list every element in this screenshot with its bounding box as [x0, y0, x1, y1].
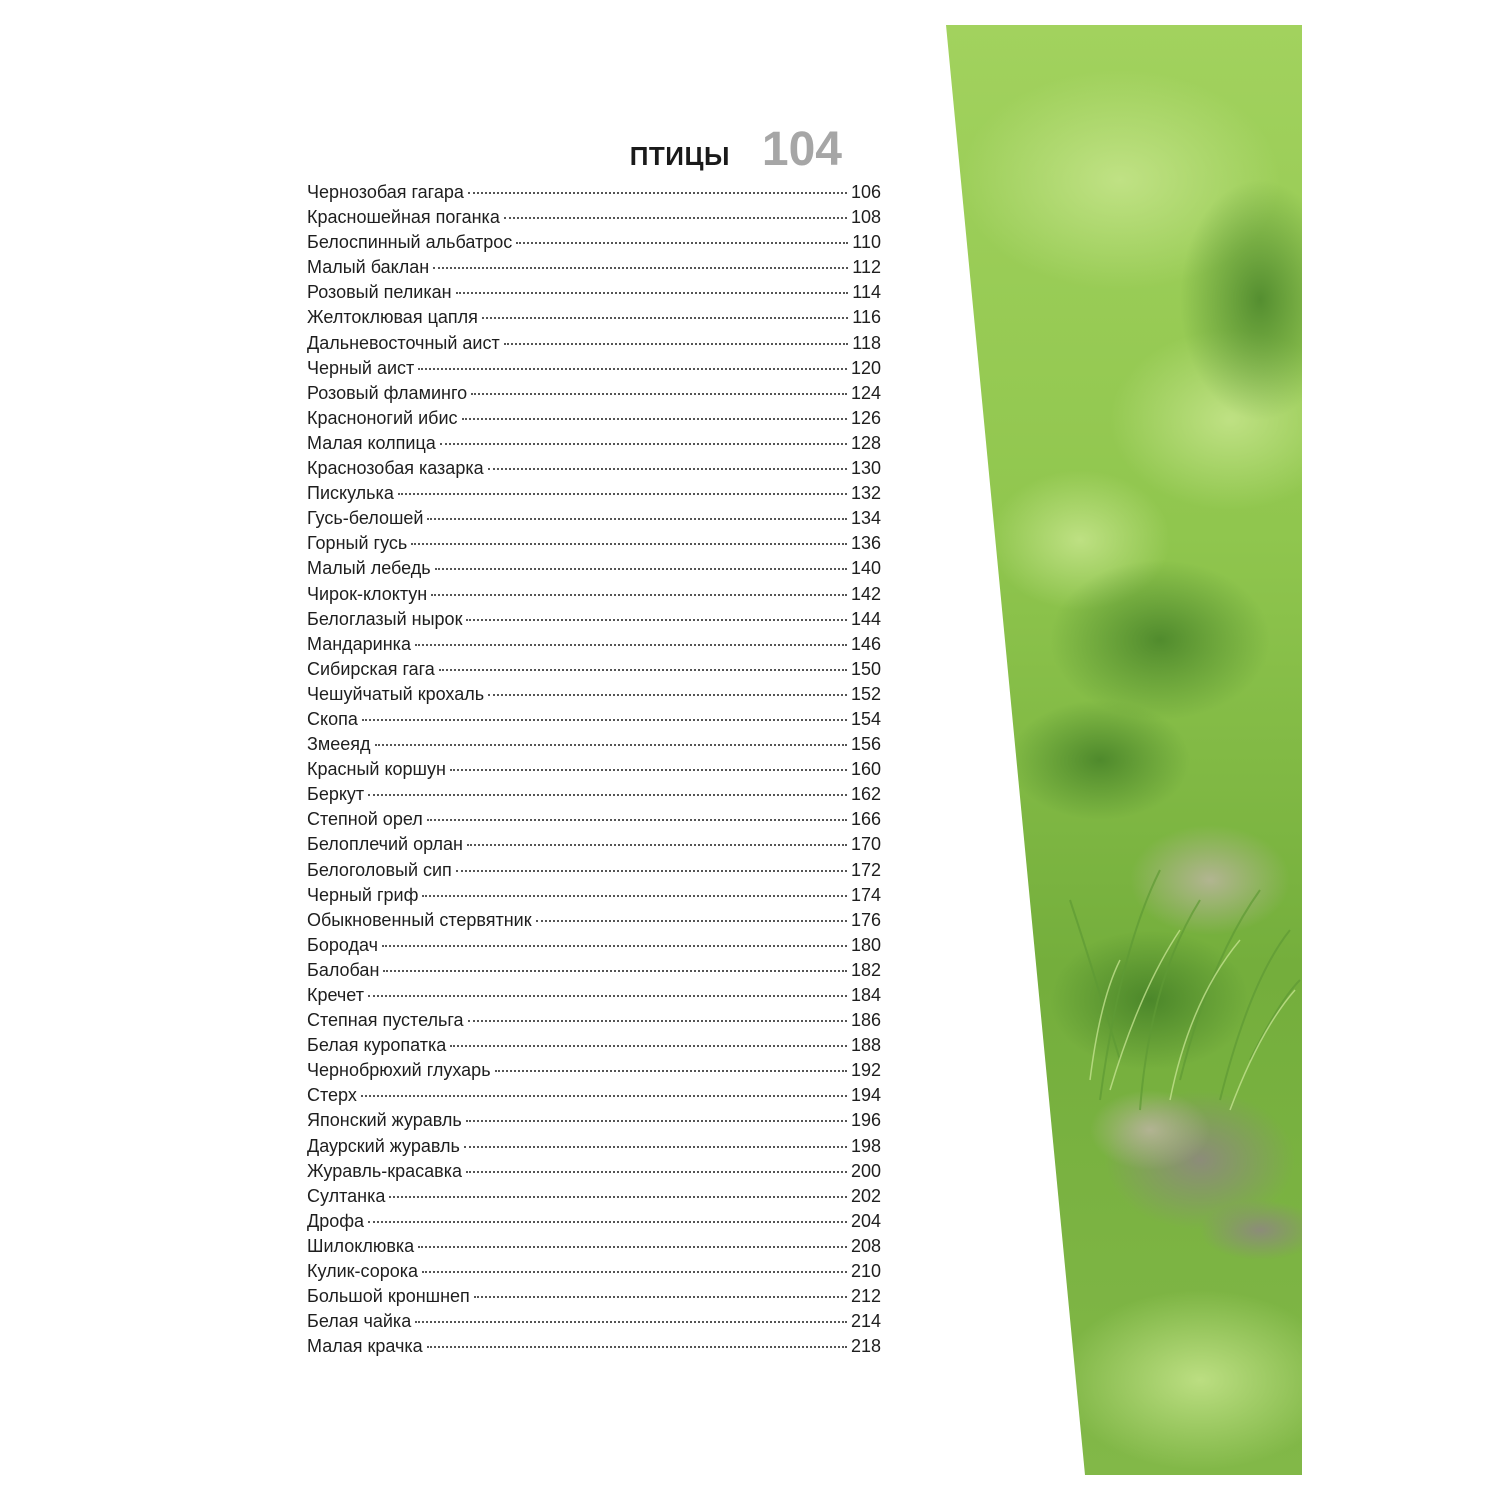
toc-entry[interactable]	[307, 1261, 881, 1286]
toc-entry-title: Малая крачка	[307, 1336, 423, 1357]
toc-entry[interactable]	[307, 1035, 881, 1060]
toc-entry-page: 188	[850, 1035, 881, 1056]
toc-entry[interactable]	[307, 860, 881, 885]
toc-entry-title: Кречет	[307, 985, 364, 1005]
dot-leader	[468, 1020, 847, 1022]
toc-entry[interactable]	[307, 1161, 881, 1186]
toc-entry-title: Желтоклювая цапля	[307, 307, 478, 328]
toc-entry-page: 212	[850, 1286, 881, 1307]
toc-entry[interactable]	[307, 358, 881, 383]
toc-entry[interactable]	[307, 558, 881, 583]
toc-entry-title: Красношейная поганка	[307, 207, 500, 228]
toc-entry-title: Кулик-сорока	[307, 1261, 419, 1282]
dot-leader	[389, 1196, 847, 1198]
dot-leader	[375, 744, 847, 746]
toc-entry-page: 160	[850, 759, 881, 780]
dot-leader	[488, 468, 847, 470]
toc-entry[interactable]	[307, 684, 881, 709]
toc-entry-title: Японский журавль	[307, 1110, 462, 1131]
toc-entry-title: Степной орел	[307, 809, 423, 830]
toc-entry[interactable]	[307, 709, 881, 734]
toc-entry-page: 106	[850, 182, 881, 202]
toc-entry[interactable]	[307, 257, 881, 282]
toc-entry[interactable]	[307, 659, 881, 684]
dot-leader	[466, 1171, 847, 1173]
toc-entry[interactable]	[307, 910, 881, 935]
toc-entry-title: Чешуйчатый крохаль	[307, 683, 485, 704]
toc-entry-page: 204	[850, 1210, 881, 1231]
dot-leader	[456, 870, 847, 872]
toc-entry-title: Скопа	[307, 708, 358, 729]
toc-entry[interactable]	[307, 1336, 881, 1361]
toc-entry[interactable]	[307, 1060, 881, 1085]
toc-entry-page: 154	[850, 708, 881, 729]
dot-leader	[468, 192, 847, 194]
dot-leader	[433, 267, 848, 269]
toc-entry-page: 152	[850, 683, 881, 704]
toc-entry-title: Розовый пеликан	[307, 282, 452, 303]
toc-entry-title: Розовый фламинго	[307, 382, 468, 403]
toc-entry-title: Султанка	[307, 1185, 386, 1206]
toc-entry-page: 200	[850, 1160, 881, 1181]
dot-leader	[466, 1120, 847, 1122]
toc-entry[interactable]	[307, 383, 881, 408]
toc-entry-title: Малый лебедь	[307, 558, 431, 579]
dot-leader	[516, 242, 848, 244]
toc-entry-page: 108	[850, 207, 881, 228]
toc-entry-page: 176	[850, 909, 881, 930]
dot-leader	[440, 443, 847, 445]
toc-entry-title: Черный гриф	[307, 884, 419, 905]
dot-leader	[415, 644, 847, 646]
toc-entry-title: Малая колпица	[307, 432, 436, 453]
toc-entry[interactable]	[307, 508, 881, 533]
toc-entry[interactable]	[307, 307, 881, 332]
toc-entry-title: Степная пустельга	[307, 1010, 464, 1031]
section-header	[500, 122, 842, 182]
dot-leader	[462, 418, 847, 420]
toc-entry-page: 156	[850, 734, 881, 755]
toc-entry-page: 208	[850, 1235, 881, 1256]
toc-entry-title: Змееяд	[307, 734, 371, 755]
dot-leader	[422, 1271, 847, 1273]
toc-entry[interactable]	[307, 182, 881, 207]
toc-entry-page: 196	[850, 1110, 881, 1131]
toc-entry[interactable]	[307, 609, 881, 634]
dot-leader	[427, 518, 846, 520]
toc-entry-page: 174	[850, 884, 881, 905]
toc-entry-title: Белая чайка	[307, 1311, 412, 1332]
toc-entry-page: 194	[850, 1085, 881, 1106]
toc-entry-page: 146	[850, 633, 881, 654]
toc-entry-page: 186	[850, 1010, 881, 1031]
toc-entry[interactable]	[307, 458, 881, 483]
toc-entry-page: 162	[850, 784, 881, 805]
toc-entry-page: 136	[850, 533, 881, 554]
toc-entry-page: 118	[852, 332, 881, 353]
toc-entry-page: 184	[850, 985, 881, 1005]
toc-entry[interactable]	[307, 433, 881, 458]
toc-entry-title: Балобан	[307, 959, 380, 980]
dot-leader	[439, 669, 847, 671]
toc-entry-page: 192	[850, 1060, 881, 1081]
toc-entry-title: Большой кроншнеп	[307, 1286, 470, 1307]
toc-entry[interactable]	[307, 483, 881, 508]
toc-entry[interactable]	[307, 759, 881, 784]
toc-entry[interactable]	[307, 1136, 881, 1161]
toc-entry-title: Белоспинный альбатрос	[307, 232, 513, 253]
toc-entry-page: 132	[850, 483, 881, 504]
dot-leader	[450, 1045, 847, 1047]
toc-entry-page: 180	[850, 934, 881, 955]
toc-entry-page: 134	[850, 508, 881, 529]
toc-entry-title: Дрофа	[307, 1210, 365, 1231]
toc-entry[interactable]	[307, 734, 881, 759]
dot-leader	[427, 1346, 847, 1348]
toc-entry-page: 116	[852, 307, 881, 328]
dot-leader	[488, 694, 847, 696]
toc-entry-page: 210	[850, 1261, 881, 1282]
toc-entry[interactable]	[307, 1186, 881, 1211]
toc-entry-title: Белоглазый нырок	[307, 608, 463, 629]
dot-leader	[362, 719, 847, 721]
toc-entry[interactable]	[307, 333, 881, 358]
toc-entry[interactable]	[307, 1236, 881, 1261]
dot-leader	[456, 292, 849, 294]
toc-entry-page: 170	[850, 834, 881, 855]
dot-leader	[431, 594, 847, 596]
toc-entry-title: Даурский журавль	[307, 1135, 460, 1156]
toc-entry[interactable]	[307, 232, 881, 257]
toc-entry-title: Малый баклан	[307, 257, 430, 278]
dot-leader	[495, 1070, 847, 1072]
toc-entry-page: 120	[850, 357, 881, 378]
toc-entry[interactable]	[307, 1010, 881, 1035]
toc-entry-page: 202	[850, 1185, 881, 1206]
toc-entry[interactable]	[307, 834, 881, 859]
toc-entry-title: Обыкновенный стервятник	[307, 909, 532, 930]
toc-entry-page: 218	[850, 1336, 881, 1357]
toc-entry-page: 214	[850, 1311, 881, 1332]
dot-leader	[450, 769, 847, 771]
toc-entry[interactable]	[307, 282, 881, 307]
toc-entry-title: Гусь-белошей	[307, 508, 424, 529]
toc-entry-title: Стерх	[307, 1085, 357, 1106]
dot-leader	[361, 1095, 847, 1097]
toc-entry[interactable]	[307, 935, 881, 960]
toc-entry[interactable]	[307, 634, 881, 659]
toc-entry-page: 198	[850, 1135, 881, 1156]
dot-leader	[418, 1246, 847, 1248]
toc-entry-page: 126	[850, 407, 881, 428]
section-title: ПТИЦЫ	[629, 141, 730, 171]
toc-entry[interactable]	[307, 1211, 881, 1236]
toc-entry-title: Белая куропатка	[307, 1035, 447, 1056]
toc-entry-title: Сибирская гага	[307, 658, 435, 679]
toc-entry[interactable]	[307, 1286, 881, 1311]
toc-entry-title: Краснозобая казарка	[307, 458, 484, 479]
toc-entry-page: 128	[850, 432, 881, 453]
toc-entry-page: 130	[850, 458, 881, 479]
toc-entry-page: 172	[850, 859, 881, 880]
toc-entry-page: 144	[850, 608, 881, 629]
toc-entry-title: Белоплечий орлан	[307, 834, 463, 855]
dot-leader	[464, 1146, 847, 1148]
dot-leader	[398, 493, 847, 495]
toc-entry-page: 150	[850, 658, 881, 679]
dot-leader	[482, 317, 848, 319]
toc-entry-page: 112	[852, 257, 881, 278]
toc-entry[interactable]	[307, 1110, 881, 1135]
toc-entry-title: Черный аист	[307, 357, 415, 378]
dot-leader	[422, 895, 847, 897]
dot-leader	[368, 794, 847, 796]
toc-entry-page: 142	[850, 583, 881, 604]
toc-entry-title: Чернобрюхий глухарь	[307, 1060, 491, 1081]
toc-entry-title: Дальневосточный аист	[307, 332, 500, 353]
dot-leader	[504, 217, 847, 219]
toc-entry-title: Журавль-красавка	[307, 1160, 463, 1181]
dot-leader	[418, 368, 847, 370]
dot-leader	[536, 920, 847, 922]
dot-leader	[415, 1321, 847, 1323]
toc-entry-title: Бородач	[307, 934, 378, 955]
dot-leader	[382, 945, 847, 947]
dot-leader	[368, 1221, 847, 1223]
toc-entry-title: Красный коршун	[307, 759, 446, 780]
toc-entry[interactable]	[307, 784, 881, 809]
toc-entry-page: 110	[852, 232, 881, 253]
dot-leader	[504, 343, 849, 345]
toc-entry-title: Чирок-клоктун	[307, 583, 428, 604]
toc-entry[interactable]	[307, 207, 881, 232]
toc-entry[interactable]	[307, 533, 881, 558]
table-of-contents	[307, 182, 881, 1361]
toc-entry[interactable]	[307, 960, 881, 985]
dot-leader	[383, 970, 847, 972]
dot-leader	[467, 844, 847, 846]
dot-leader	[466, 619, 847, 621]
toc-entry[interactable]	[307, 985, 881, 1010]
toc-entry-page: 182	[850, 959, 881, 980]
toc-entry[interactable]	[307, 408, 881, 433]
toc-entry-title: Мандаринка	[307, 633, 411, 654]
toc-entry-title: Горный гусь	[307, 533, 408, 554]
toc-entry-page: 124	[850, 382, 881, 403]
toc-entry[interactable]	[307, 1311, 881, 1336]
toc-entry-title: Белоголовый сип	[307, 859, 452, 880]
section-page-number: 104	[761, 123, 842, 176]
toc-entry-page: 140	[850, 558, 881, 579]
toc-entry-title: Красноногий ибис	[307, 407, 458, 428]
toc-entry[interactable]	[307, 1085, 881, 1110]
toc-entry-title: Чернозобая гагара	[307, 182, 464, 202]
toc-entry[interactable]	[307, 584, 881, 609]
dot-leader	[368, 995, 847, 997]
dot-leader	[427, 819, 847, 821]
toc-entry-title: Шилоклювка	[307, 1235, 415, 1256]
toc-entry-page: 114	[852, 282, 881, 303]
dot-leader	[471, 393, 847, 395]
toc-entry[interactable]	[307, 809, 881, 834]
dot-leader	[411, 543, 847, 545]
toc-entry-title: Пискулька	[307, 483, 394, 504]
toc-entry[interactable]	[307, 885, 881, 910]
toc-entry-title: Беркут	[307, 784, 365, 805]
dot-leader	[435, 568, 847, 570]
dot-leader	[474, 1296, 847, 1298]
toc-entry-page: 166	[850, 809, 881, 830]
